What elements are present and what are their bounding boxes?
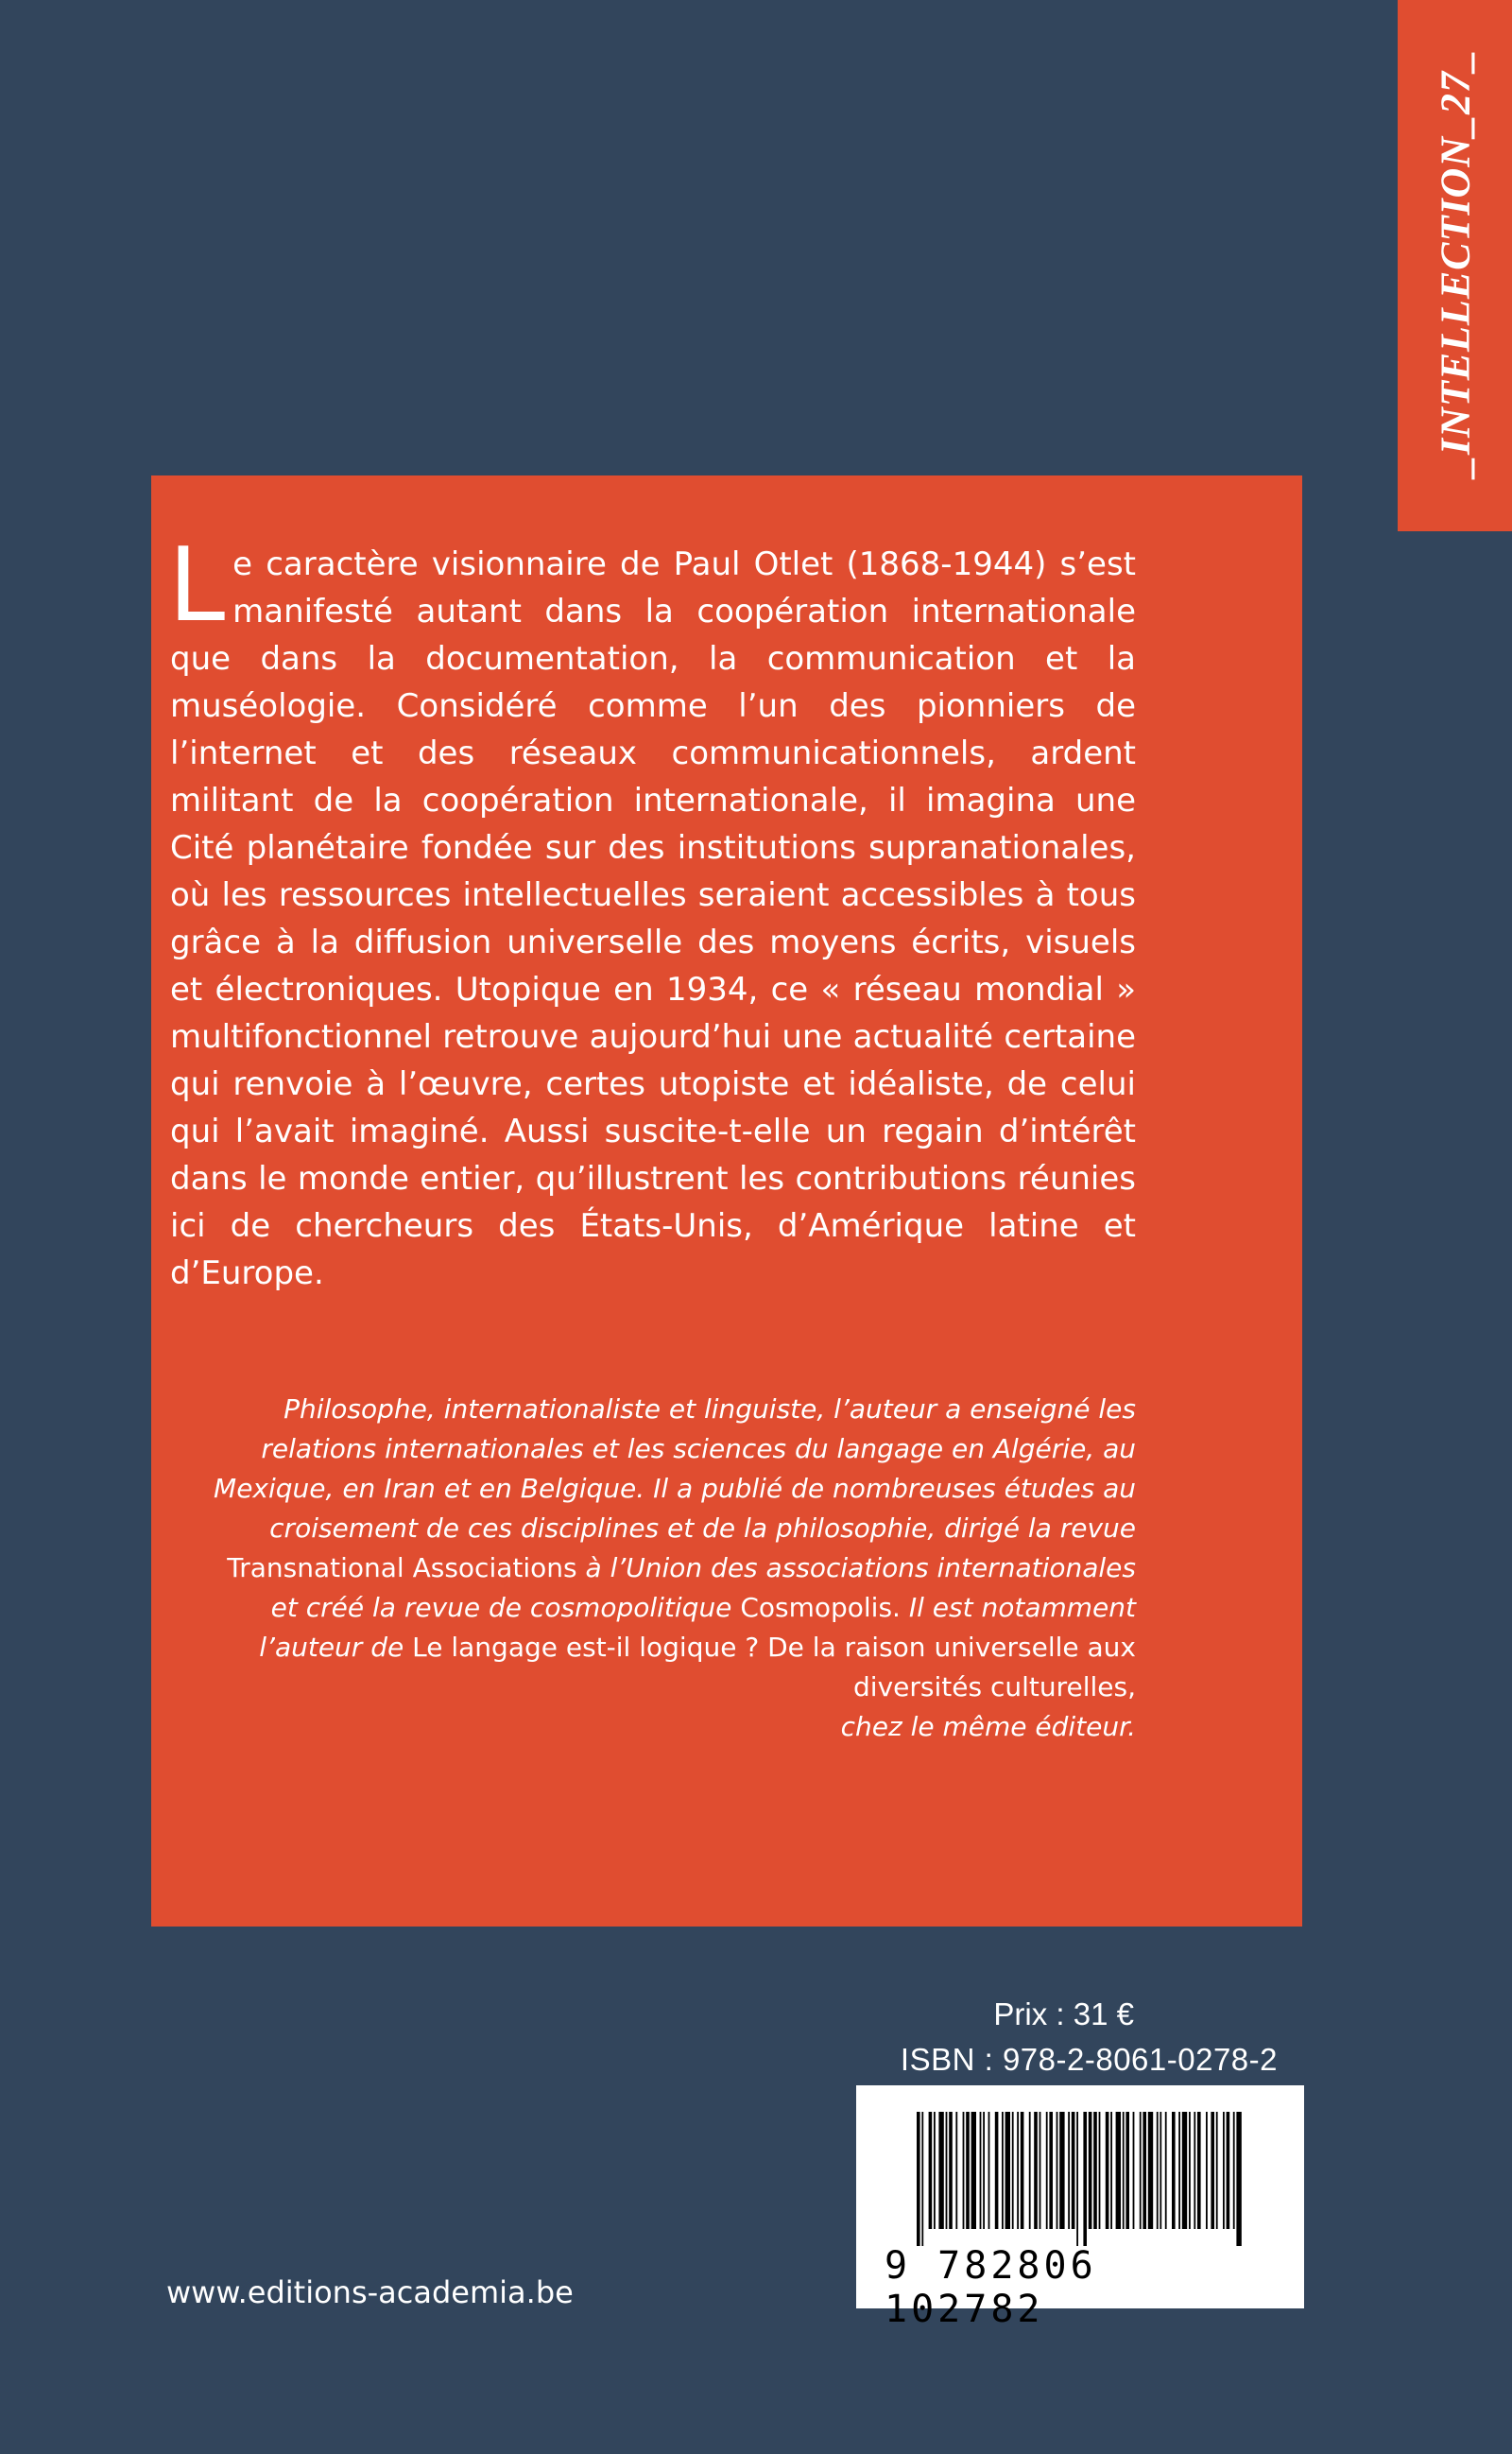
barcode-digits: 9 782806 102782 xyxy=(885,2244,1097,2331)
barcode-bar xyxy=(955,2112,957,2229)
isbn: ISBN : 978-2-8061-0278-2 xyxy=(900,2042,1278,2077)
barcode-bar xyxy=(1040,2112,1041,2229)
barcode-bar xyxy=(1116,2112,1121,2229)
barcode-bar xyxy=(988,2112,990,2229)
barcode-bar xyxy=(1089,2112,1092,2229)
barcode-bar xyxy=(966,2112,970,2229)
bio-part-2: à l’Union des associations internationales et créé la revue de cosmopolitique xyxy=(270,1552,1136,1623)
barcode-bar xyxy=(1182,2112,1187,2229)
barcode-bar xyxy=(1178,2112,1180,2229)
barcode-bar xyxy=(1049,2112,1053,2229)
barcode-bar xyxy=(1029,2112,1031,2229)
barcode-bar xyxy=(1072,2112,1075,2229)
barcode-bar xyxy=(1194,2112,1195,2229)
barcode-bar xyxy=(946,2112,948,2229)
barcode-bar xyxy=(1017,2112,1019,2229)
barcode-bar xyxy=(1123,2112,1125,2229)
barcode-bar xyxy=(1110,2112,1112,2229)
barcode-bar xyxy=(1227,2112,1230,2229)
bio-part-1: Philosophe, internationaliste et linguiste, l’auteur a enseigné les relations internationales et les sciences du langage en Algérie, au Mexique, en Iran et en Belgique. Il a publié de nombreuses études au croisement de ces disciplines et de la philosophie, dirigé la revue xyxy=(214,1393,1136,1544)
barcode-bar xyxy=(929,2112,933,2229)
barcode-bar xyxy=(1106,2112,1109,2229)
bio-book-title: Le langage est-il logique ? De la raison universelle aux diversités culturelles, xyxy=(412,1632,1136,1702)
barcode-bar xyxy=(1236,2112,1241,2246)
barcode-bar xyxy=(1160,2112,1161,2229)
barcode-bar xyxy=(1133,2112,1135,2229)
barcode-bar xyxy=(1216,2112,1218,2229)
barcode-bar xyxy=(1189,2112,1191,2229)
barcode-bar xyxy=(949,2112,953,2229)
book-summary xyxy=(168,527,1136,1297)
barcode-bar xyxy=(1099,2112,1101,2229)
website-url: www.editions-academia.be xyxy=(166,2274,574,2310)
barcode-bar xyxy=(963,2112,965,2229)
barcode-bar xyxy=(1002,2112,1004,2229)
barcode-bar xyxy=(1125,2112,1129,2229)
barcode-bar xyxy=(1206,2112,1208,2229)
barcode-bar xyxy=(1093,2112,1097,2229)
summary-text: e caractère visionnaire de Paul Otlet (1868-1944) s’est manifesté autant dans la coopération internationale que dans la documentation, la communication et la muséologie. Considéré comme l’un des pionniers de l’internet et des réseaux communicationnels, ardent militant de la coopération internationale, il imagina une Cité planétaire fondée sur des institutions supranationales, où les ressources intellectuelles seraient accessibles à tous grâce à la diffusion universelle des moyens écrits, visuels et électroniques. Utopique en 1934, ce « réseau mondial » multifonctionnel retrouve aujourd’hui une actualité certaine qui renvoie à l’œuvre, certes utopiste et idéaliste, de celui qui l’avait imaginé. Aussi suscite-t-elle un regain d’intérêt dans le monde entier, qu’illustrent les contributions réunies ici de chercheurs des États-Unis, d’Amérique latine et d’Europe. xyxy=(170,545,1136,1292)
drop-cap: L xyxy=(168,527,226,645)
barcode-bar xyxy=(1148,2112,1153,2229)
series-label: _INTELLECTION_27_ xyxy=(1432,48,1479,477)
barcode-bar xyxy=(1057,2112,1058,2229)
barcode-bar xyxy=(938,2112,943,2229)
barcode-bar xyxy=(1076,2112,1078,2246)
barcode-bar xyxy=(1021,2112,1024,2229)
barcode-bar xyxy=(921,2112,923,2246)
bio-journal-1: Transnational Associations xyxy=(227,1552,577,1583)
barcode-bar xyxy=(983,2112,985,2229)
barcode-bar xyxy=(1223,2112,1225,2229)
barcode-bar xyxy=(1140,2112,1142,2229)
barcode xyxy=(856,2085,1304,2331)
barcode-bar xyxy=(1197,2112,1201,2229)
barcode-bar xyxy=(995,2112,999,2229)
barcode-bar xyxy=(1233,2112,1235,2229)
barcode-bar xyxy=(917,2112,920,2246)
author-bio xyxy=(198,1390,1136,1747)
barcode-bar xyxy=(1157,2112,1159,2229)
barcode-bars xyxy=(917,2112,1244,2246)
barcode-bar xyxy=(1211,2112,1214,2229)
barcode-bar xyxy=(980,2112,982,2229)
barcode-bar xyxy=(934,2112,936,2229)
barcode-bar xyxy=(1012,2112,1014,2229)
bio-part-3: Il est notamment l’auteur de xyxy=(259,1592,1136,1663)
bio-part-4: chez le même éditeur. xyxy=(840,1711,1136,1742)
barcode-bar xyxy=(1165,2112,1167,2229)
barcode-bar xyxy=(1005,2112,1010,2229)
barcode-bar xyxy=(1059,2112,1064,2229)
price: Prix : 31 € xyxy=(993,1996,1134,2031)
barcode-bar xyxy=(1046,2112,1048,2229)
barcode-bar xyxy=(1068,2112,1070,2229)
barcode-bar xyxy=(1083,2112,1087,2246)
barcode-bar xyxy=(1034,2112,1038,2229)
bio-journal-2: Cosmopolis. xyxy=(740,1592,901,1623)
barcode-bar xyxy=(1172,2112,1176,2229)
barcode-bar xyxy=(1143,2112,1146,2229)
barcode-bar xyxy=(971,2112,976,2229)
